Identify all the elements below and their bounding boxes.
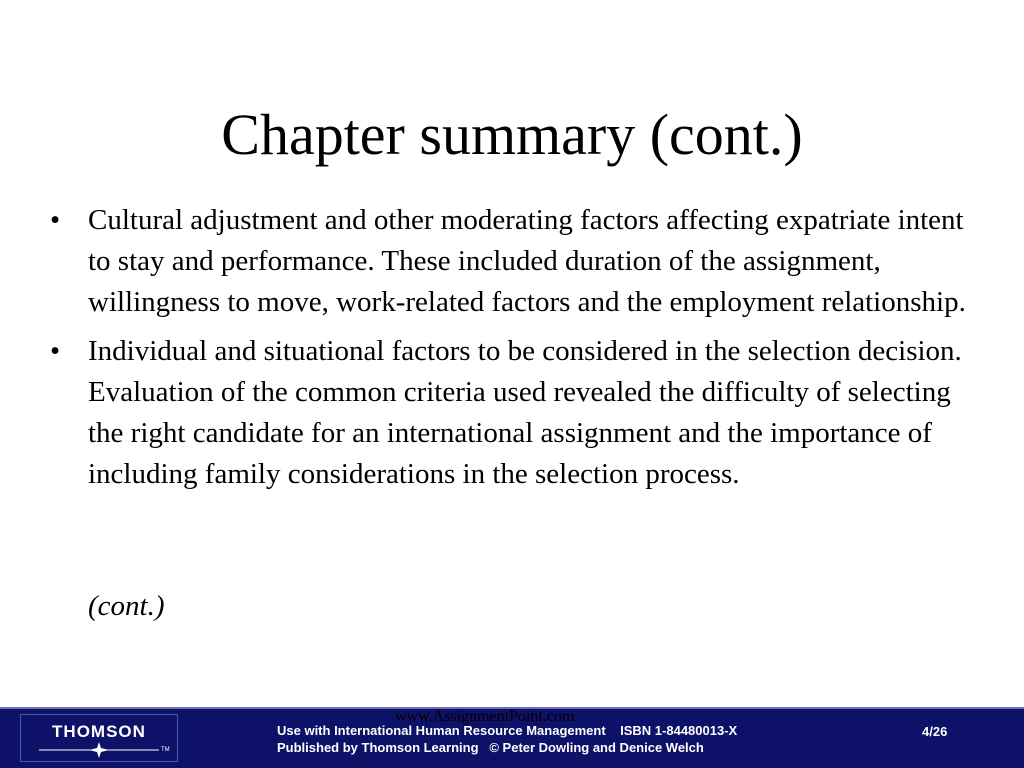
footer-credit-line-1: Use with International Human Resource Management ISBN 1-84480013-X: [277, 723, 738, 738]
bullet-marker: •: [50, 335, 61, 367]
star-icon: [39, 742, 159, 758]
continuation-note: (cont.): [88, 590, 165, 622]
thomson-logo: [20, 714, 178, 762]
watermark-url: www.AssignmentPoint.com: [395, 708, 575, 725]
page-number: 4/26: [922, 724, 948, 739]
bullet-item: [50, 331, 980, 495]
logo-trademark: TM: [161, 747, 170, 753]
bullet-text: Individual and situational factors to be considered in the selection decision. Evaluation of the common criteria used revealed the difficulty of selecting the right candidate for an international assignment and the importance of including family considerations in the selection process.: [88, 335, 962, 490]
bullet-list: [50, 200, 980, 503]
bullet-item: [50, 200, 980, 323]
footer-credit-line-2: Published by Thomson Learning © Peter Dowling and Denice Welch: [277, 740, 704, 755]
slide-title: Chapter summary (cont.): [221, 102, 803, 167]
logo-wordmark: THOMSON: [52, 722, 146, 741]
bullet-marker: •: [50, 204, 61, 236]
bullet-text: Cultural adjustment and other moderating factors affecting expatriate intent to stay and performance. These included duration of the assignment, willingness to move, work-related factors and the employment relationship.: [88, 204, 966, 318]
